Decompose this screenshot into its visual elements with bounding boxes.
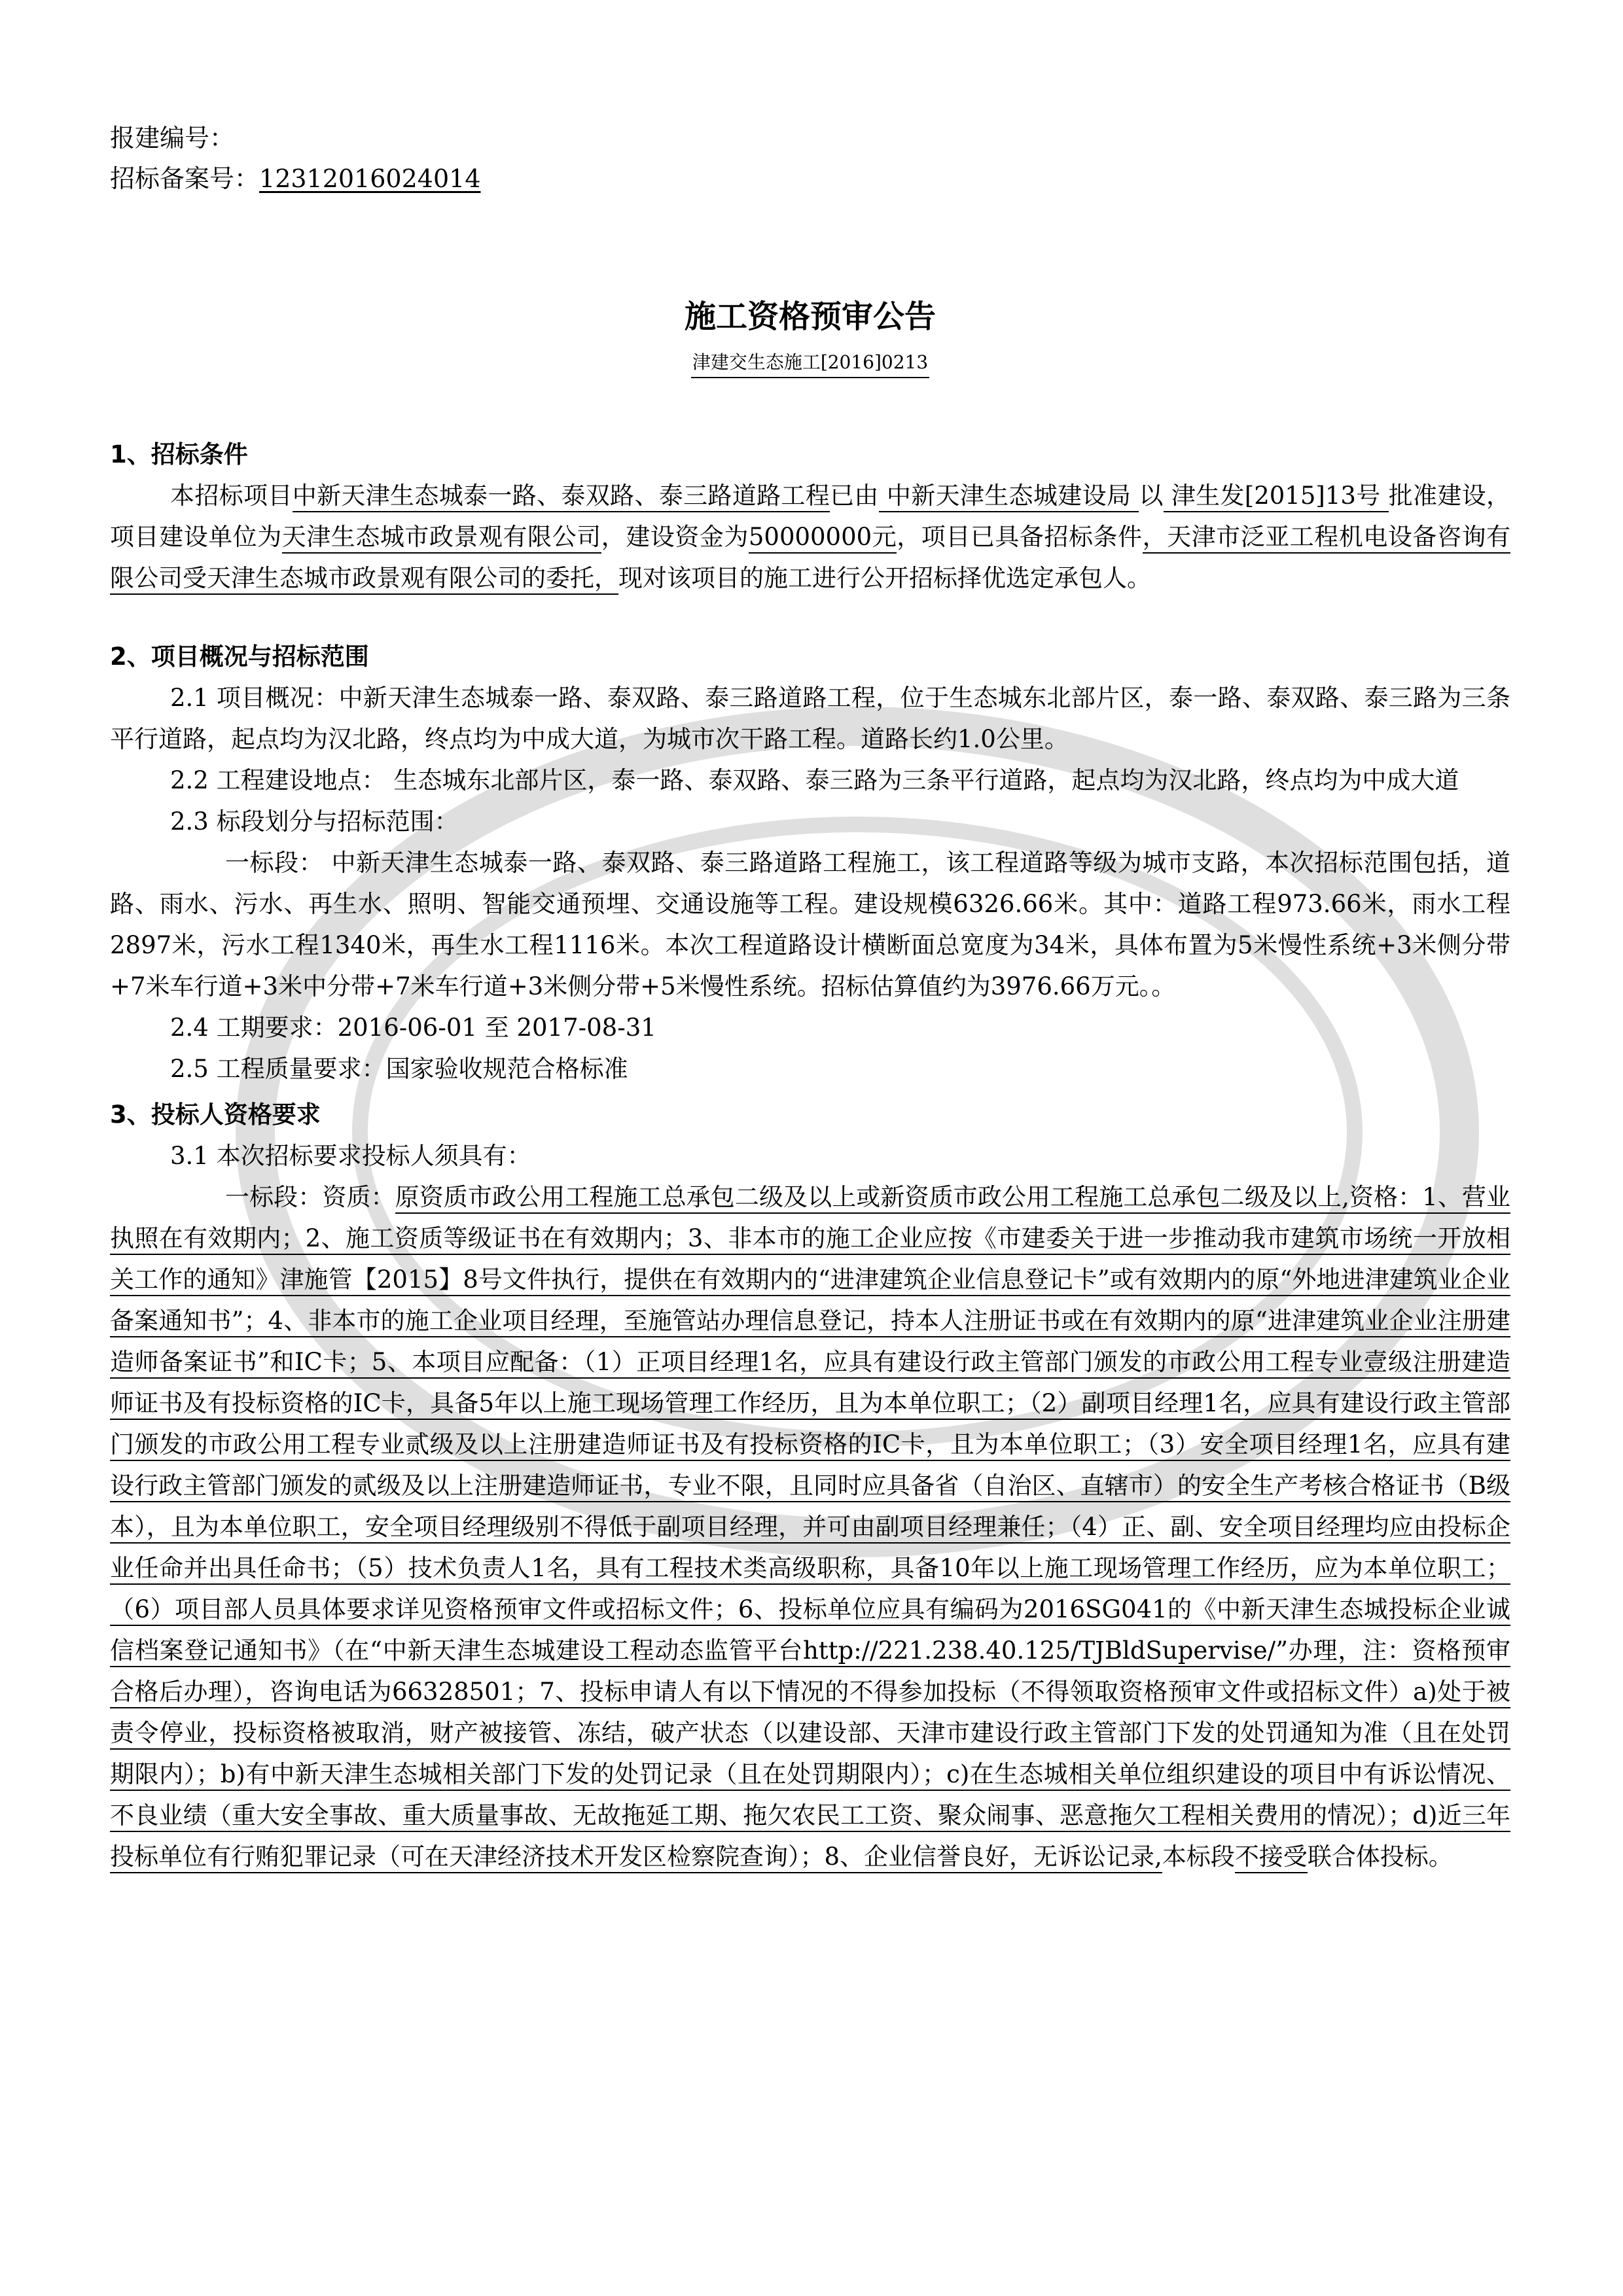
text-run: 一标段：资质： <box>225 1183 395 1211</box>
section-3-1-paragraph: 3.1 本次招标要求投标人须具有： <box>170 1142 531 1170</box>
qualification-requirements: 原资质市政公用工程施工总承包二级及以上或新资质市政公用工程施工总承包二级及以上,资格：1、营业执照在有效期内；2、施工资质等级证书在有效期内；3、非本市的施工企业应按《市建委关于进一步推动我市建筑市场统一开放相关工作的通知》津施管【2015】8号文件执行，提供在有效期内的“进津建筑企业信息登记卡”或有效期内的原“外地进津建筑业企业备案通知书”；4、非本市的施工企业项目经理，至施管站办理信息登记，持本人注册证书或在有效期内的原“进津建筑业企业注册建造师备案证书”和IC卡；5、本项目应配备：（1）正项目经理1名，应具有建设行政主管部门颁发的市政公用工程专业壹级注册建造师证书及有投标资格的IC卡，具备5年以上施工现场管理工作经历，且为本单位职工；（2）副项目经理1名，应具有建设行政主管部门颁发的市政公用工程专业贰级及以上注册建造师证书及有投标资格的IC卡，且为本单位职工；（3）安全项目经理1名，应具有建设行政主管部门颁发的贰级及以上注册建造师证书，专业不限，且同时应具备省（自治区、直辖市）的安全生产考核合格证书（B级本），且为本单位职工，安全项目经理级别不得低于副项目经理，并可由副项目经理兼任；（4）正、副、安全项目经理均应由投标企业任命并出具任命书；（5）技术负责人1名，具有工程技术类高级职称，具备10年以上施工现场管理工作经历，应为本单位职工；（6）项目部人员具体要求详见资格预审文件或招标文件；6、投标单位应具有编码为2016SG041的《中新天津生态城投标企业诚信档案登记通知书》（在“中新天津生态城建设工程动态监管平台http://221.238.40.125/TJBldSupervise/”办理，注：资格预审合格后办理），咨询电话为66328501；7、投标申请人有以下情况的不得参加投标（不得领取资格预审文件或招标文件）a)处于被责令停业，投标资格被取消，财产被接管、冻结，破产状态（以建设部、天津市建设行政主管部门下发的处罚通知为准（且在处罚期限内）；b)有中新天津生态城相关部门下发的处罚记录（且在处罚期限内）；c)在生态城相关单位组织建设的项目中有诉讼情况、不良业绩（重大安全事故、重大质量事故、无故拖延工期、拖欠农民工工资、聚众闹事、恶意拖欠工程相关费用的情况）；d)近三年投标单位有行贿犯罪记录（可在天津经济技术开发区检察院查询）；8、企业信誉良好，无诉讼记录, <box>110 1183 1510 1873</box>
text-run: 已由 <box>830 482 879 510</box>
section-2-5-paragraph: 2.5 工程质量要求：国家验收规范合格标准 <box>170 1055 628 1083</box>
document-number <box>110 349 1510 376</box>
approver-name: 中新天津生态城建设局 <box>879 482 1139 512</box>
document-content <box>110 118 1510 1877</box>
text-run: ，项目已具备招标条件 <box>897 523 1143 551</box>
section-2-3-paragraph: 2.3 标段划分与招标范围： <box>170 807 459 836</box>
text-run: 以 <box>1139 482 1164 510</box>
text-run: ，建设资金为 <box>601 523 749 551</box>
text-run: 批准建设，项目建设单位为 <box>110 482 1511 551</box>
report-number-line <box>110 118 1510 158</box>
text-run: 现对该项目的施工进行公开招标择优选定承包人。 <box>618 564 1151 592</box>
tender-record-value: 12312016024014 <box>259 164 481 193</box>
report-number-label: 报建编号： <box>110 124 235 152</box>
approval-document: 津生发[2015]13号 <box>1164 482 1389 512</box>
text-run: 本标段 <box>1162 1843 1235 1871</box>
section-3-heading: 3、投标人资格要求 <box>110 1101 321 1129</box>
lot-1-qualification-paragraph <box>110 1176 1510 1877</box>
consortium-flag: 不接受 <box>1235 1843 1308 1873</box>
tender-record-label: 招标备案号： <box>110 164 260 193</box>
section-2-2-paragraph: 2.2 工程建设地点： 生态城东北部片区，泰一路、泰双路、泰三路为三条平行道路，起点均为汉北路，终点均为中成大道 <box>170 766 1459 794</box>
document-title: 施工资格预审公告 <box>684 298 936 335</box>
section-2-1-paragraph: 2.1 项目概况：中新天津生态城泰一路、泰双路、泰三路道路工程，位于生态城东北部片区，泰一路、泰双路、泰三路为三条平行道路，起点均为汉北路，终点均为中成大道，为城市次干路工程。道路长约1.0公里。 <box>110 684 1510 753</box>
tender-record-line <box>110 158 1510 199</box>
project-name: 中新天津生态城泰一路、泰双路、泰三路道路工程 <box>293 482 830 512</box>
fund-amount: 50000000元 <box>749 523 897 554</box>
lot-1-scope-paragraph: 一标段： 中新天津生态城泰一路、泰双路、泰三路道路工程施工，该工程道路等级为城市支路，本次招标范围包括，道路、雨水、污水、再生水、照明、智能交通预埋、交通设施等工程。建设规模6326.66米。其中：道路工程973.66米，雨水工程2897米，污水工程1340米，再生水工程1116米。本次工程道路设计横断面总宽度为34米，具体布置为5米慢性系统+3米侧分带+7米车行道+3米中分带+7米车行道+3米侧分带+5米慢性系统。招标估算值约为3976.66万元。。 <box>110 849 1510 1000</box>
document-number-text: 津建交生态施工[2016]0213 <box>691 351 929 378</box>
text-run: 联合体投标。 <box>1307 1843 1453 1871</box>
section-1-paragraph <box>110 475 1510 599</box>
text-run: 本招标项目 <box>170 482 293 510</box>
section-2-heading: 2、项目概况与招标范围 <box>110 643 369 671</box>
section-2-4-paragraph: 2.4 工期要求：2016-06-01 至 2017-08-31 <box>170 1014 656 1042</box>
agent-name: ，天津市泛亚工程机电设备咨询有限公司受天津生态城市政景观有限公司的委托， <box>110 523 1510 595</box>
owner-name: 天津生态城市政景观有限公司 <box>282 523 601 554</box>
section-1-heading: 1、招标条件 <box>110 440 248 468</box>
